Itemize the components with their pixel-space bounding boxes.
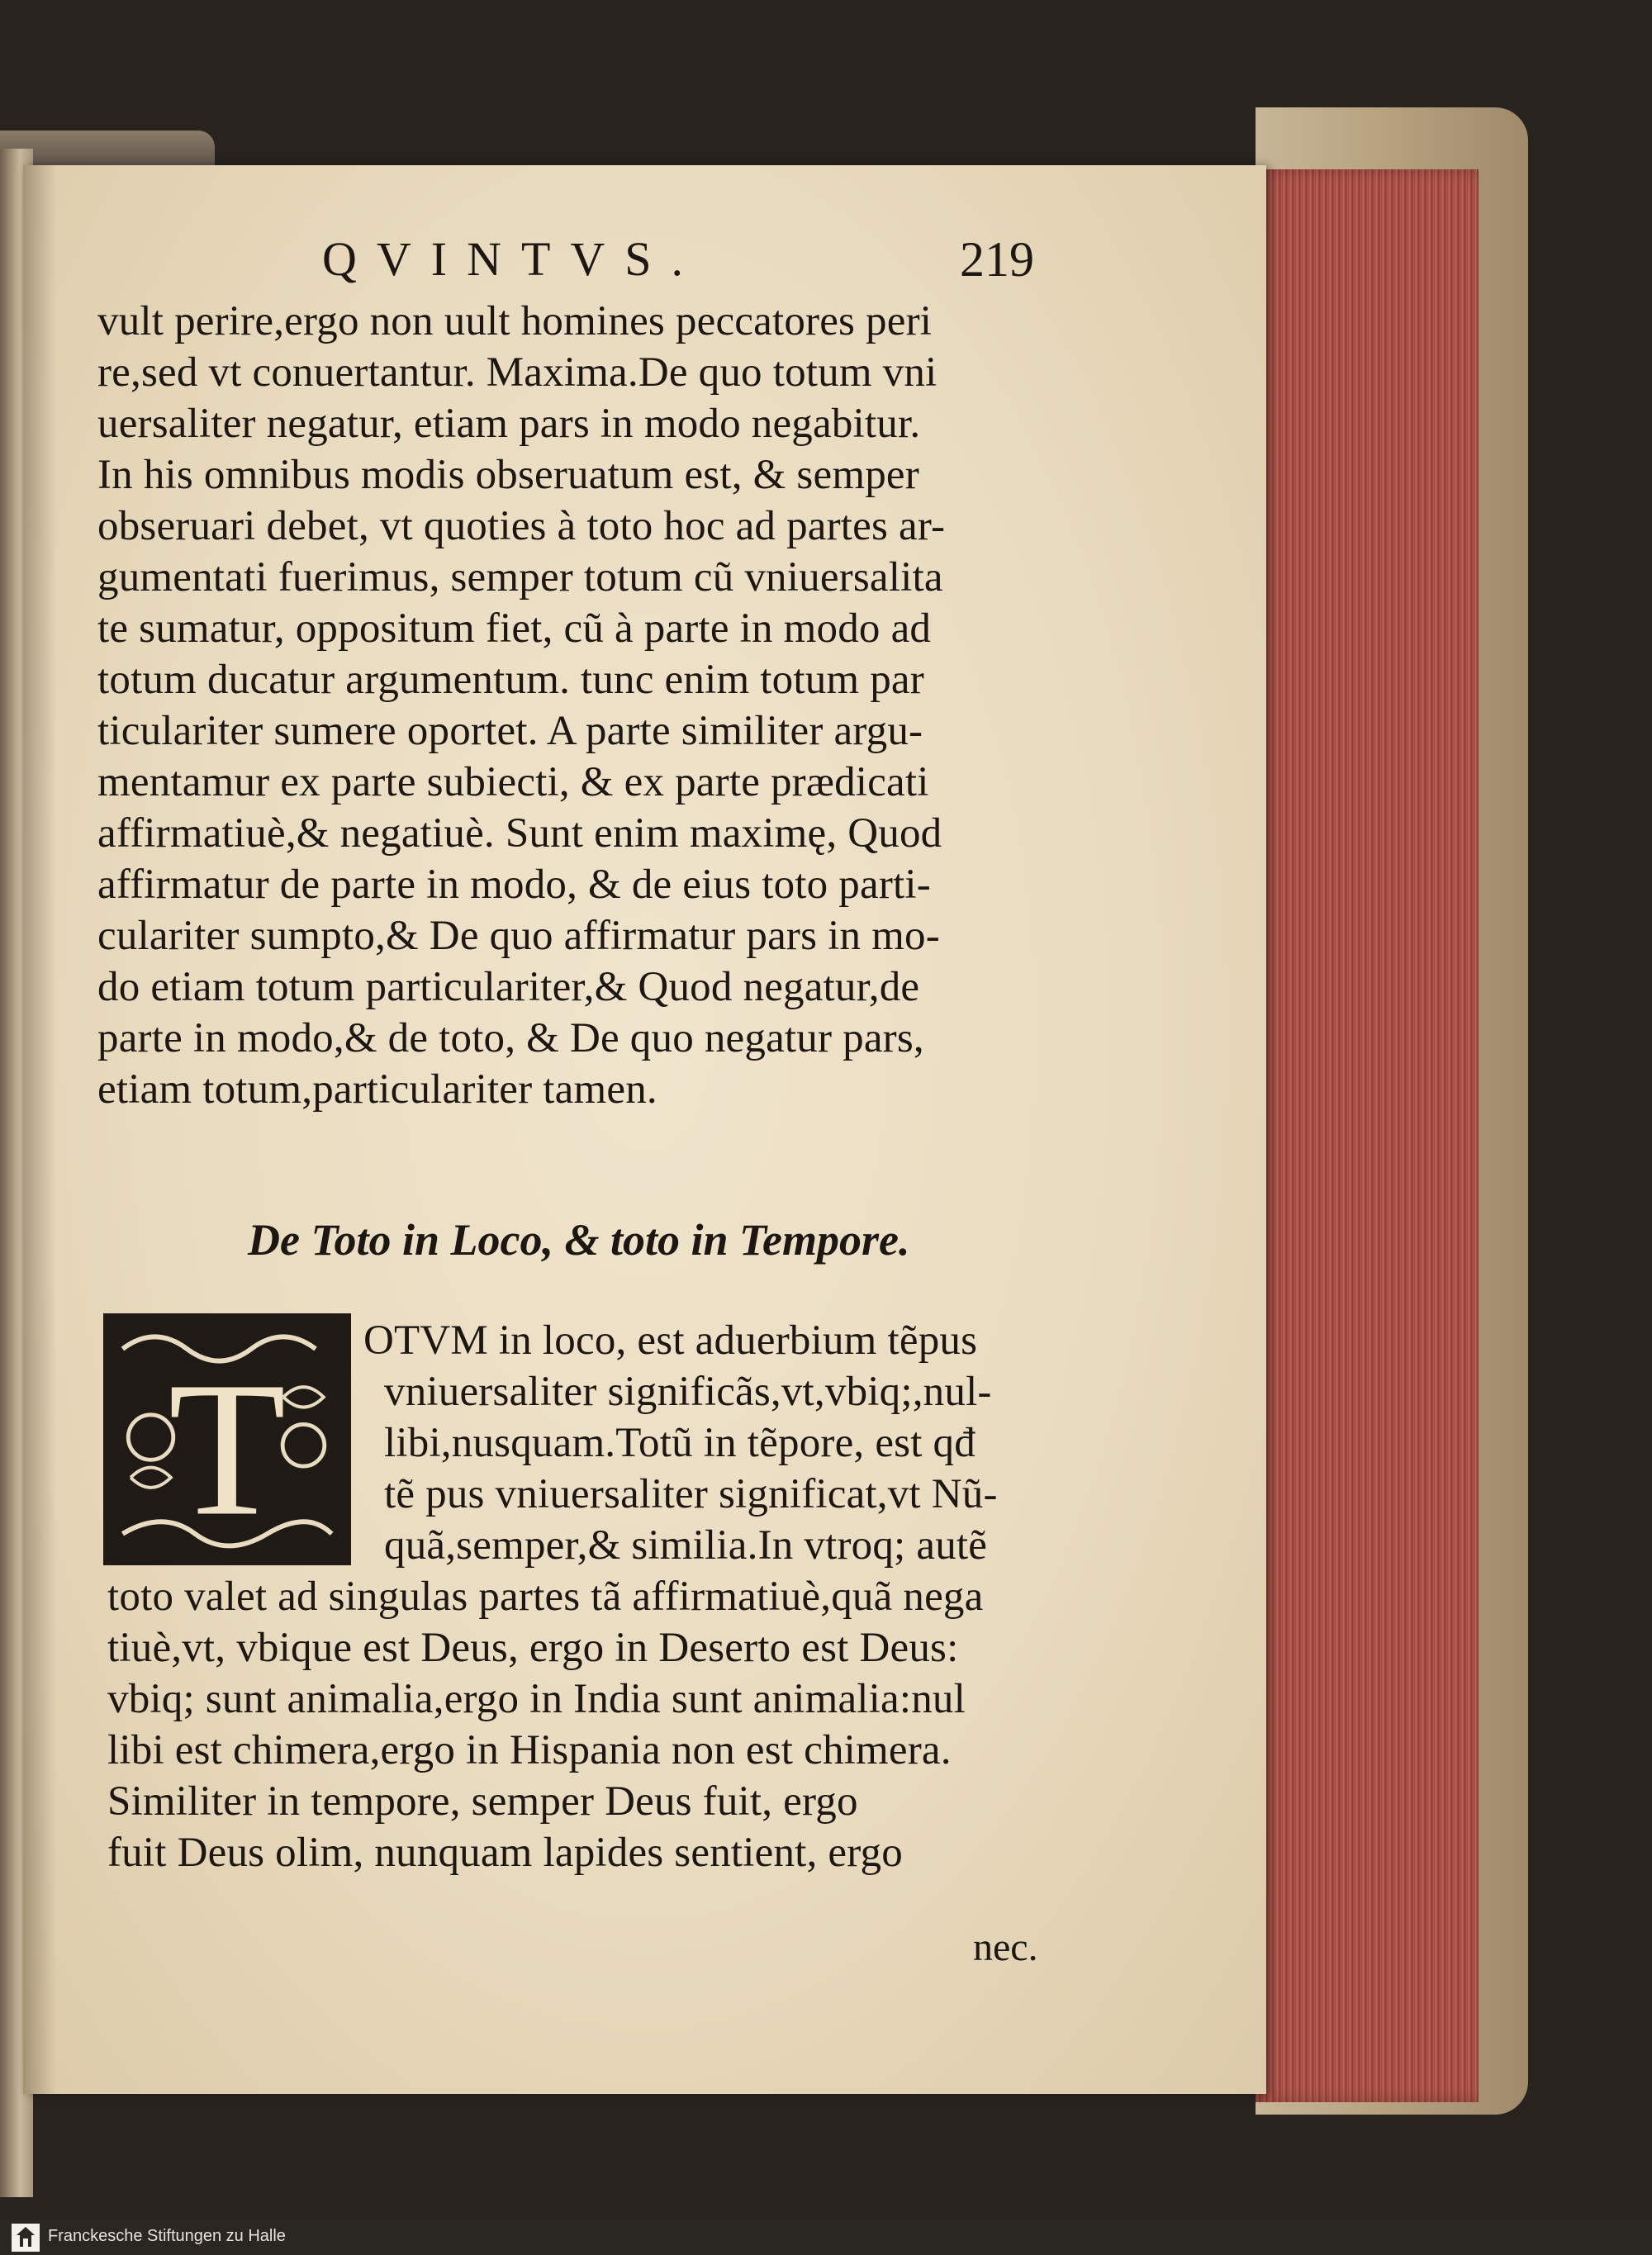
- body-line: gumentati fuerimus, semper totum cũ vniuersalita: [97, 554, 943, 601]
- body-line: uersaliter negatur, etiam pars in modo negabitur.: [97, 401, 921, 447]
- institution-emblem-icon: [12, 2224, 40, 2252]
- catchword: nec.: [973, 1925, 1038, 1969]
- initial-paragraph-line: OTVM in loco, est aduerbium tẽpus: [363, 1317, 978, 1364]
- initial-paragraph-line: quã,semper,& similia.In vtroq; autẽ: [384, 1522, 988, 1569]
- initial-letter: T: [168, 1341, 287, 1556]
- body-line: totum ducatur argumentum. tunc enim totum par: [97, 657, 924, 703]
- body-line: fuit Deus olim, nunquam lapides sentient, ergo: [107, 1830, 903, 1876]
- body-line: Similiter in tempore, semper Deus fuit, ergo: [107, 1778, 858, 1825]
- body-line: vult perire,ergo non uult homines peccatores peri: [97, 298, 933, 344]
- body-line: do etiam totum particulariter,& Quod negatur,de: [97, 964, 920, 1010]
- body-line: vbiq; sunt animalia,ergo in India sunt animalia:nul: [107, 1676, 966, 1722]
- woodcut-ornament-icon: [107, 1317, 348, 1562]
- initial-paragraph-line: vniuersaliter significãs,vt,vbiq;,nul-: [384, 1369, 992, 1415]
- decorated-initial: [103, 1313, 351, 1565]
- body-line: te sumatur, oppositum fiet, cũ à parte in modo ad: [97, 605, 932, 652]
- section-heading: De Toto in Loco, & toto in Tempore.: [248, 1215, 910, 1265]
- body-line: affirmatur de parte in modo, & de eius toto parti-: [97, 862, 931, 908]
- body-line: obseruari debet, vt quoties à toto hoc ad partes ar-: [97, 503, 946, 549]
- body-line: toto valet ad singulas partes tã affirmatiuè,quã nega: [107, 1574, 984, 1620]
- body-line: culariter sumpto,& De quo affirmatur pars in mo-: [97, 913, 940, 959]
- body-line: affirmatiuè,& negatiuè. Sunt enim maximę, Quod: [97, 810, 942, 857]
- body-line: parte in modo,& de toto, & De quo negatur pars,: [97, 1015, 924, 1061]
- page-fore-edge: [1256, 169, 1479, 2102]
- body-line: mentamur ex parte subiecti, & ex parte prædicati: [97, 759, 929, 805]
- body-line: tiuè,vt, vbique est Deus, ergo in Deserto est Deus:: [107, 1625, 959, 1671]
- body-line: In his omnibus modis obseruatum est, & semper: [97, 452, 919, 498]
- running-head: QVINTVS.: [322, 232, 704, 286]
- page-number: 219: [960, 232, 1034, 287]
- institution-credit: Franckesche Stiftungen zu Halle: [48, 2227, 286, 2245]
- initial-paragraph-line: libi,nusquam.Totũ in tẽpore, est qđ: [384, 1420, 976, 1466]
- initial-paragraph-line: tẽ pus vniuersaliter significat,vt Nũ-: [384, 1471, 998, 1517]
- body-line: libi est chimera,ergo in Hispania non est chimera.: [107, 1727, 952, 1773]
- body-line: etiam totum,particulariter tamen.: [97, 1066, 657, 1113]
- body-line: ticulariter sumere oportet. A parte similiter argu-: [97, 708, 923, 754]
- gutter-shadow: [23, 165, 56, 2094]
- body-line: re,sed vt conuertantur. Maxima.De quo totum vni: [97, 349, 938, 396]
